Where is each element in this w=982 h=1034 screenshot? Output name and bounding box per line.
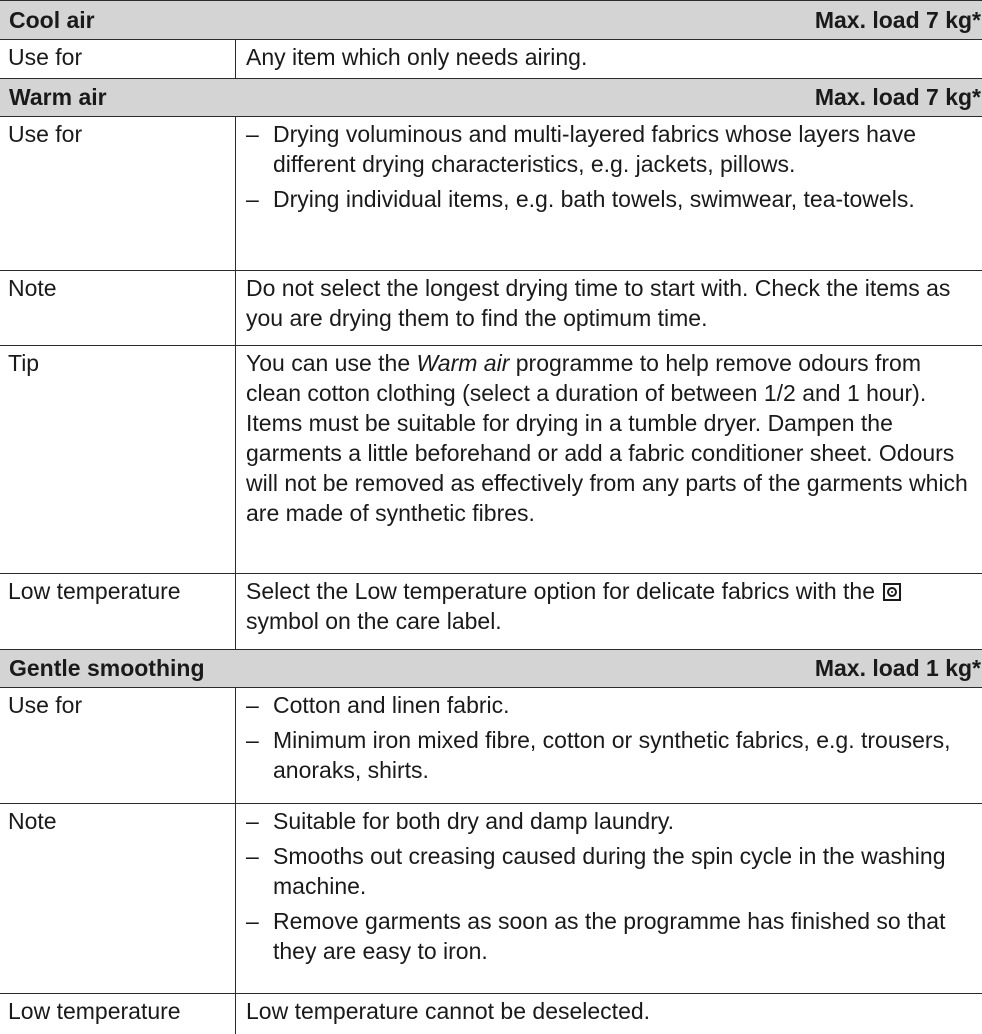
- bullet-dash: –: [246, 808, 259, 834]
- row-content: [236, 346, 982, 573]
- bullet-list: [246, 119, 974, 214]
- bullet-dash: –: [246, 908, 259, 934]
- row-content: [236, 688, 982, 803]
- max-load: Max. load 1 kg*: [814, 655, 981, 681]
- section-title: Cool air: [9, 6, 95, 33]
- row-label: Use for: [0, 117, 236, 270]
- row-label: Tip: [0, 346, 236, 573]
- row-use-for: [0, 117, 982, 271]
- row-low-temperature: [0, 574, 982, 650]
- row-note: [0, 804, 982, 994]
- row-label: Note: [0, 804, 236, 993]
- row-content: [236, 574, 982, 649]
- list-item: – Remove garments as soon as the programme has finished so that they are easy to iron.: [246, 908, 946, 964]
- row-label: Note: [0, 271, 236, 345]
- max-load: Max. load 7 kg*: [814, 84, 981, 110]
- row-use-for: [0, 40, 982, 79]
- list-item: – Cotton and linen fabric.: [246, 692, 510, 718]
- bullet-dash: –: [246, 727, 259, 753]
- bullet-list: [246, 806, 974, 966]
- row-text: You can use the Warm air programme to help remove odours from clean cotton clothing (select a duration of between 1/2 and 1 hour). Items must be suitable for drying in a tumble dryer. Dampen the garments a little beforehand or add a fabric conditioner sheet. Odours will not be removed as effectively from any parts of the garments which are made of synthetic fibres.: [246, 350, 968, 526]
- bullet-dash: –: [246, 121, 259, 147]
- list-item: – Smooths out creasing caused during the spin cycle in the washing machine.: [246, 843, 946, 899]
- row-tip: [0, 346, 982, 574]
- row-label: Low temperature: [0, 574, 236, 649]
- list-item: – Suitable for both dry and damp laundry.: [246, 808, 675, 834]
- row-note: [0, 271, 982, 346]
- row-text: Low temperature cannot be deselected.: [246, 998, 651, 1024]
- row-text: Do not select the longest drying time to start with. Check the items as you are drying them to find the optimum time.: [246, 275, 951, 331]
- tumble-dry-low-icon: [883, 583, 901, 601]
- section-header-cool-air: [0, 0, 982, 40]
- max-load: Max. load 7 kg*: [814, 6, 981, 33]
- section-header-warm-air: [0, 79, 982, 117]
- row-use-for: [0, 688, 982, 804]
- list-item: – Drying voluminous and multi-layered fabrics whose layers have different drying characteristics, e.g. jackets, pillows.: [246, 121, 917, 177]
- row-content: [236, 804, 982, 993]
- list-item: – Drying individual items, e.g. bath towels, swimwear, tea-towels.: [246, 186, 915, 212]
- row-content: [236, 117, 982, 270]
- programme-name: Warm air: [416, 350, 510, 376]
- row-text: Select the Low temperature option for delicate fabrics with the symbol on the care label.: [246, 576, 974, 636]
- row-content: [236, 40, 982, 78]
- bullet-dash: –: [246, 692, 259, 718]
- row-label: Use for: [0, 40, 236, 78]
- bullet-dash: –: [246, 843, 259, 869]
- bullet-dash: –: [246, 186, 259, 212]
- row-low-temperature: [0, 994, 982, 1034]
- section-title: Warm air: [9, 84, 107, 110]
- section-title: Gentle smoothing: [9, 655, 205, 681]
- row-content: [236, 271, 982, 345]
- row-label: Use for: [0, 688, 236, 803]
- row-text: Any item which only needs airing.: [246, 44, 588, 70]
- list-item: – Minimum iron mixed fibre, cotton or synthetic fabrics, e.g. trousers, anoraks, shirts.: [246, 727, 951, 783]
- row-content: [236, 994, 982, 1034]
- row-label: Low temperature: [0, 994, 236, 1034]
- section-header-gentle-smoothing: [0, 650, 982, 688]
- bullet-list: [246, 690, 974, 785]
